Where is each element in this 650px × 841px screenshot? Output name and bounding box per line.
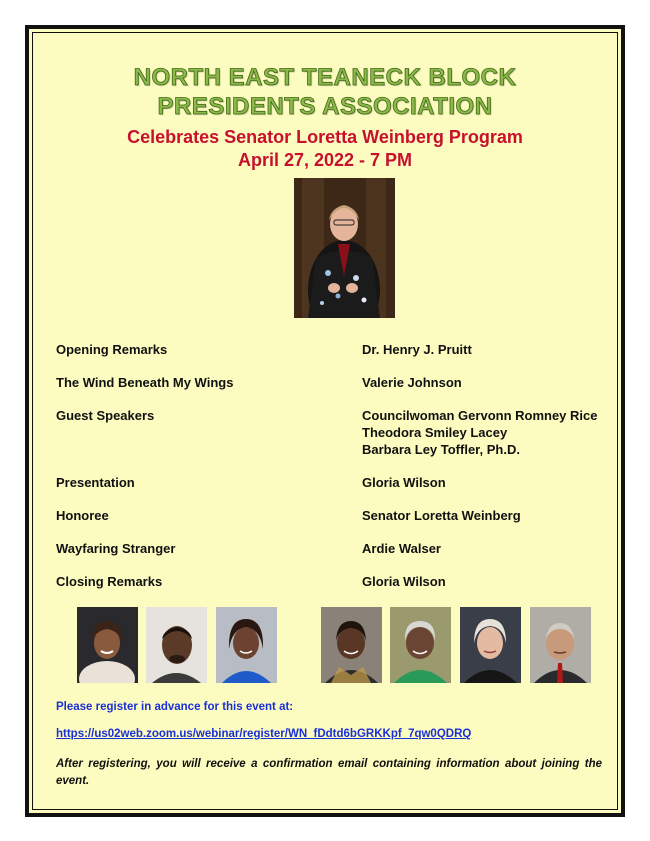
program-item: Closing Remarks [56,574,163,589]
presenter-name: Gloria Wilson [362,475,446,490]
registration-note: Please register in advance for this event at: [56,701,294,713]
program-item: Presentation [56,475,135,490]
registration-link[interactable]: https://us02web.zoom.us/webinar/register/WN_fDdtd6bGRKKpf_7qw0QDRQ [56,728,472,740]
organization-title-line-2: PRESIDENTS ASSOCIATION [157,93,493,120]
presenter-name: Barbara Ley Toffler, Ph.D. [362,442,520,457]
speaker-photo-7 [530,607,591,683]
program-row-wayfaring [56,540,616,557]
program-presenters [362,573,616,590]
organization-title [29,63,621,121]
event-name: Celebrates Senator Loretta Weinberg Program [127,127,523,147]
organization-title-line-1: NORTH EAST TEANECK BLOCK [133,64,517,91]
program-list [56,341,616,606]
event-subtitle [29,126,621,172]
event-flyer [25,25,625,817]
confirmation-note: After registering, you will receive a confirmation email containing information about joining the event. [56,758,602,787]
program-presenters [362,474,616,491]
speaker-photo-2 [146,607,207,683]
presenter-name: Councilwoman Gervonn Romney Rice [362,408,598,423]
program-presenters [362,540,616,557]
speaker-photo-6 [460,607,521,683]
speaker-photo-4 [321,607,382,683]
program-row-opening [56,341,616,358]
program-item: Wayfaring Stranger [56,541,176,556]
program-item: Honoree [56,508,109,523]
program-presenters [362,341,616,358]
presenter-name: Gloria Wilson [362,574,446,589]
speaker-photo-5 [390,607,451,683]
program-item: Guest Speakers [56,408,155,423]
program-row-closing [56,573,616,590]
presenter-name: Valerie Johnson [362,375,462,390]
honoree-photo [294,178,395,318]
program-presenters [362,407,616,458]
program-item: The Wind Beneath My Wings [56,375,234,390]
event-date-time: April 27, 2022 - 7 PM [237,150,413,170]
program-item: Opening Remarks [56,342,168,357]
program-row-guest-speakers [56,407,616,458]
program-presenters [362,374,616,391]
program-row-honoree [56,507,616,524]
program-row-wind [56,374,616,391]
speaker-photo-1 [77,607,138,683]
presenter-name: Senator Loretta Weinberg [362,508,521,523]
program-presenters [362,507,616,524]
program-row-presentation [56,474,616,491]
presenter-name: Dr. Henry J. Pruitt [362,342,472,357]
presenter-name: Theodora Smiley Lacey [362,425,508,440]
speaker-photo-3 [216,607,277,683]
presenter-name: Ardie Walser [362,541,441,556]
